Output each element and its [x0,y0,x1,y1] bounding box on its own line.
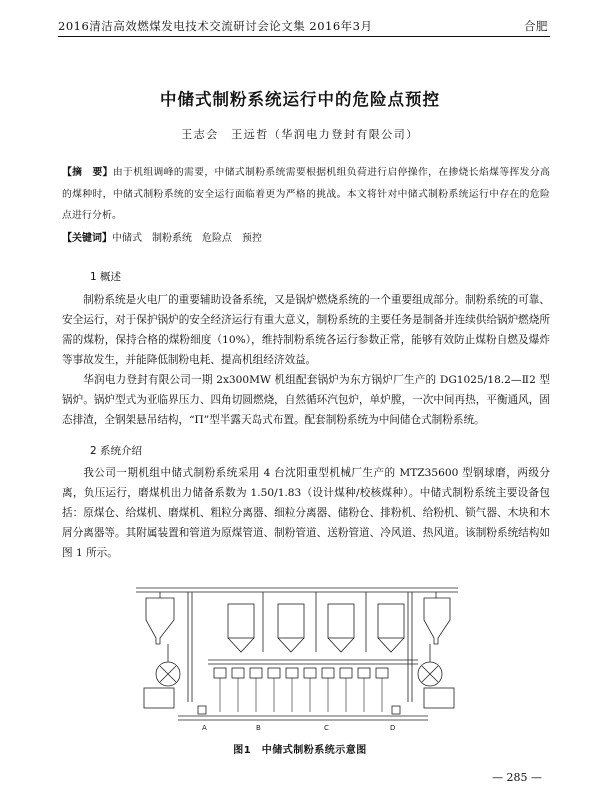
diagram-label-b: B [256,724,261,732]
pulverizing-system-diagram [128,582,468,732]
diagram-label-d: D [390,724,396,732]
journal-name: 2016清洁高效燃煤发电技术交流研讨会论文集 2016年3月 [58,19,373,33]
coal-bunker-2 [278,604,304,638]
keywords-label: 【关键词】 [62,233,112,244]
keywords [62,229,550,249]
paper-authors: 王志会 王远哲（华润电力登封有限公司） [181,128,419,141]
abstract-label: 【摘 要】 [62,167,113,178]
section-heading-overview: 1 概述 [90,271,122,283]
section-heading-system: 2 系统介绍 [90,445,143,457]
keywords-text: 中储式 制粉系统 危险点 预控 [112,233,262,244]
section-system-body [62,463,550,563]
exhauster-left [144,688,174,708]
abstract-text: 由于机组调峰的需要，中储式制粉系统需要根据机组负荷进行启停操作，在掺烧长焰煤等挥发分高的煤种时，中储式制粉系统的安全运行面临着更为严格的挑战。本文将针对中储式制粉系统运行中存在的危险点进行分析。 [62,167,550,221]
diagram-label-c: C [324,724,329,732]
right-separator [424,598,450,644]
exhauster-right [424,688,454,708]
conference-location: 合肥 [524,19,548,33]
diagram-label-a: A [202,724,207,732]
running-header [58,16,550,37]
section-overview-body [62,290,550,430]
paragraph: 我公司一期机组中储式制粉系统采用 4 台沈阳重型机械厂生产的 MTZ35600 型钢球磨，两级分离，负压运行，磨煤机出力储备系数为 1.50/1.83（设计煤种/校核煤种）。中储式制粉系统主要设备包括：原煤仓、给煤机、磨煤机、粗粒分离器、细粒分离器、储粉仓、排粉机、给粉机、锁气器、木块和木屑分离器等。其附属装置和管道为原煤管道、制粉管道、送粉管道、冷风道、热风道。该制粉系统结构如图 1 所示。 [62,467,550,559]
coal-bunker-3 [328,604,354,638]
paragraph: 制粉系统是火电厂的重要辅助设备系统，又是锅炉燃烧系统的一个重要组成部分。制粉系统的可靠、安全运行，对于保护锅炉的安全经济运行有重大意义，制粉系统的主要任务是制备并连续供给锅炉燃烧所需的煤粉，保持合格的煤粉细度（10%），维持制粉系统各运行参数正常，能够有效防止煤粉自燃及爆炸等事故发生，并能降低制粉电耗、提高机组经济效益。 [62,294,550,366]
left-separator [146,598,174,644]
figure-caption: 图1 中储式制粉系统示意图 [233,745,367,756]
coal-bunker-4 [378,604,404,638]
paragraph: 华润电力登封有限公司一期 2x300MW 机组配套锅炉为东方锅炉厂生产的 DG1025/18.2—Ⅱ2 型锅炉。锅炉型式为亚临界压力、四角切圆燃烧，自然循环汽包炉，单炉膛，一次中间再热，平衡通风，固态排渣，全钢架悬吊结构，“Π”型半露天岛式布置。配套制粉系统为中间储仓式制粉系统。 [62,374,550,426]
abstract [62,162,550,227]
feeder-row [214,668,388,678]
page-number: — 285 — [492,771,542,784]
paper-title: 中储式制粉系统运行中的危险点预控 [160,90,440,109]
coal-bunker-1 [228,604,254,638]
